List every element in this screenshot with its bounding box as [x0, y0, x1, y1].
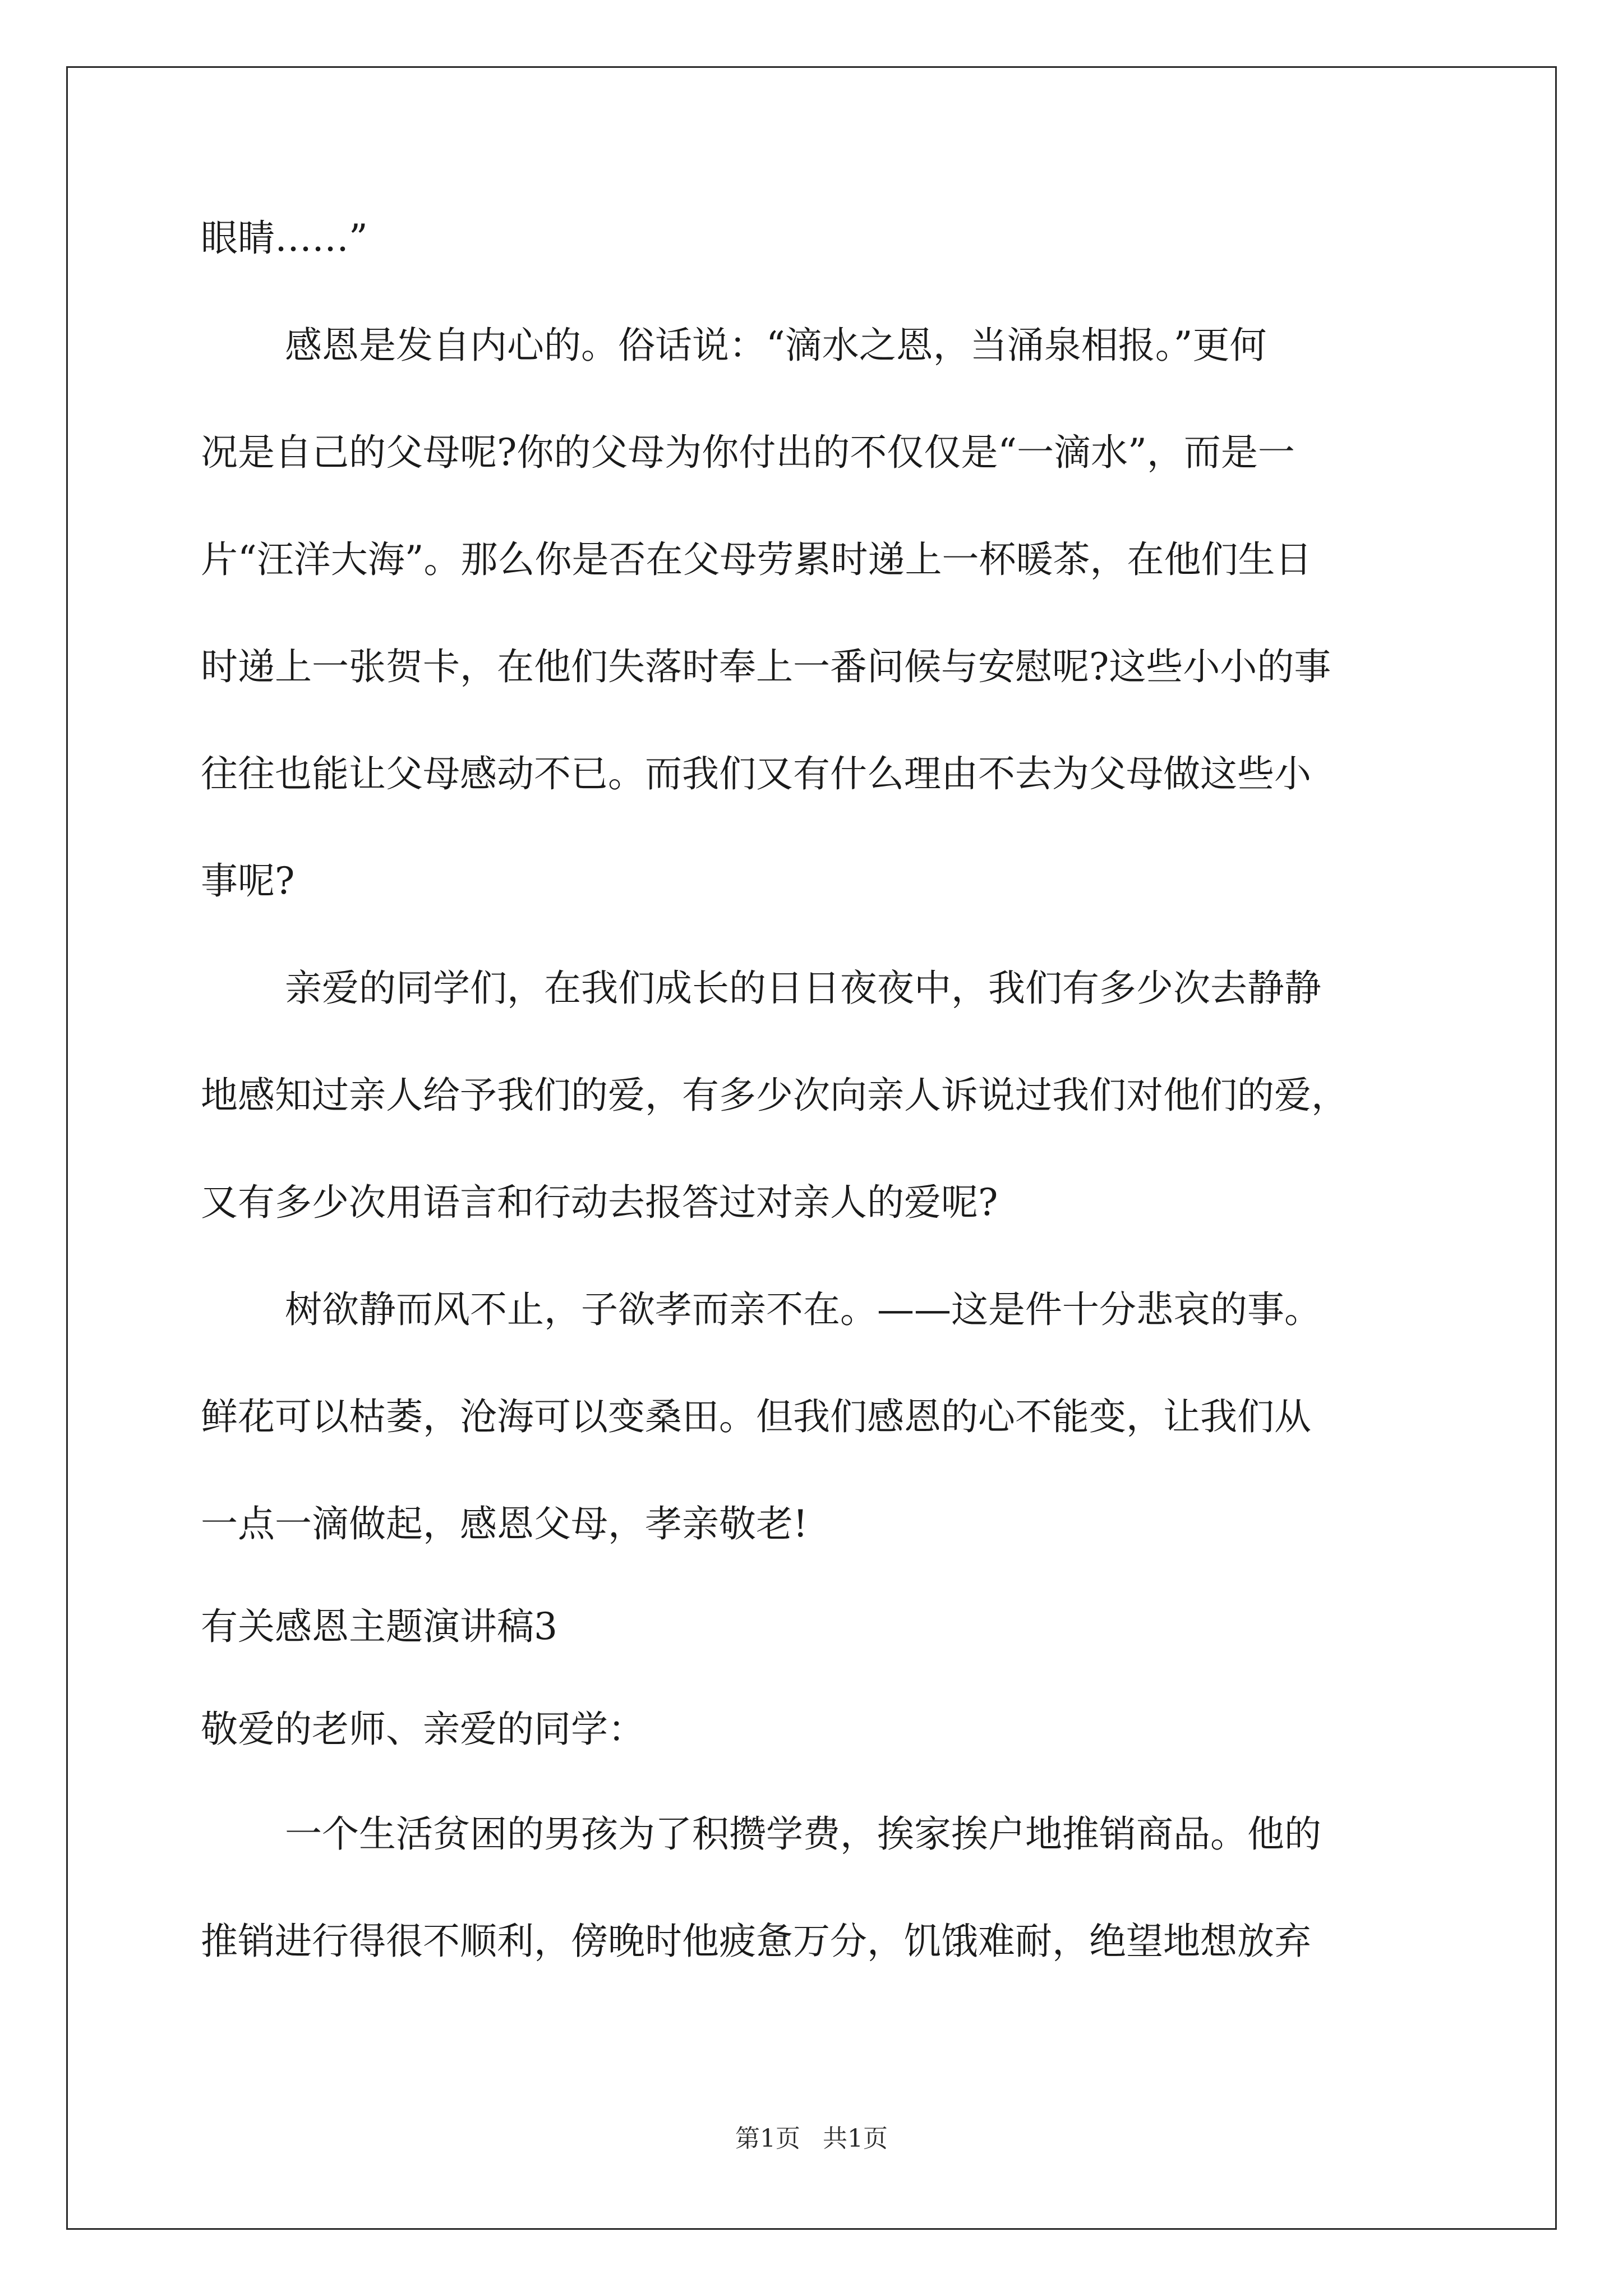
text-line: 推销进行得很不顺利，傍晚时他疲惫万分，饥饿难耐，绝望地想放弃 — [201, 1920, 1311, 1963]
text-line: 一个生活贫困的男孩为了积攒学费，挨家挨户地推销商品。他的 — [285, 1812, 1321, 1856]
text-line: 时递上一张贺卡，在他们失落时奉上一番问候与安慰呢?这些小小的事 — [201, 645, 1331, 688]
text-line: 亲爱的同学们，在我们成长的日日夜夜中，我们有多少次去静静 — [285, 967, 1321, 1010]
page-number-total: 共1页 — [823, 2124, 888, 2153]
text-line: 事呢? — [201, 859, 295, 903]
text-line: 树欲静而风不止，子欲孝而亲不在。——这是件十分悲哀的事。 — [285, 1288, 1321, 1331]
text-line: 一点一滴做起，感恩父母，孝亲敬老! — [201, 1502, 808, 1545]
text-line: 片“汪洋大海”。那么你是否在父母劳累时递上一杯暖茶，在他们生日 — [201, 538, 1312, 581]
text-line: 感恩是发自内心的。俗话说：“滴水之恩，当涌泉相报。”更何 — [285, 324, 1267, 367]
text-line: 况是自己的父母呢?你的父母为你付出的不仅仅是“一滴水”，而是一 — [201, 431, 1295, 474]
page-number-current: 第1页 — [735, 2124, 800, 2153]
section-heading: 有关感恩主题演讲稿3 — [201, 1605, 557, 1648]
text-line: 又有多少次用语言和行动去报答过对亲人的爱呢? — [201, 1181, 998, 1224]
text-line: 地感知过亲人给予我们的爱，有多少次向亲人诉说过我们对他们的爱， — [201, 1074, 1348, 1117]
text-line: 眼睛……” — [201, 217, 368, 260]
text-line: 鲜花可以枯萎，沧海可以变桑田。但我们感恩的心不能变，让我们从 — [201, 1395, 1311, 1438]
text-line: 往往也能让父母感动不已。而我们又有什么理由不去为父母做这些小 — [201, 752, 1311, 795]
page-footer — [0, 2123, 1623, 2155]
page-border — [66, 66, 1557, 2230]
salutation: 敬爱的老师、亲爱的同学： — [201, 1708, 645, 1751]
